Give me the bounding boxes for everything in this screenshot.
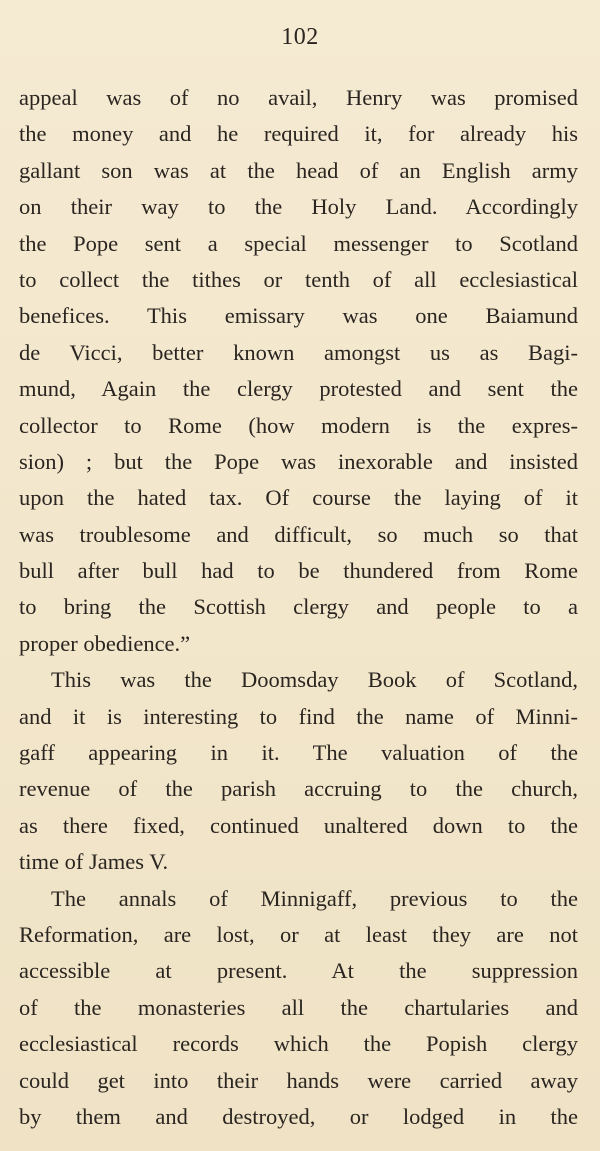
text-line: collector to Rome (how modern is the expres- bbox=[19, 412, 578, 438]
text-line: to collect the tithes or tenth of all ecclesiastical bbox=[19, 266, 578, 292]
text-line-paragraph-start: The annals of Minnigaff, previous to the bbox=[51, 885, 578, 911]
text-line: was troublesome and difficult, so much so that bbox=[19, 521, 578, 547]
text-line: revenue of the parish accruing to the church, bbox=[19, 776, 578, 802]
text-line-paragraph-start: This was the Doomsday Book of Scotland, bbox=[51, 667, 578, 693]
text-line: of the monasteries all the chartularies and bbox=[19, 994, 578, 1020]
text-line: upon the hated tax. Of course the laying of it bbox=[19, 485, 578, 511]
text-line: gaff appearing in it. The valuation of the bbox=[19, 740, 578, 766]
text-line: bull after bull had to be thundered from Rome bbox=[19, 558, 578, 584]
text-line: by them and destroyed, or lodged in the bbox=[19, 1103, 578, 1129]
text-line: and it is interesting to find the name of Minni- bbox=[19, 703, 578, 729]
text-line: could get into their hands were carried away bbox=[19, 1067, 578, 1093]
text-line: sion) ; but the Pope was inexorable and insisted bbox=[19, 448, 578, 474]
body-text bbox=[19, 80, 578, 1135]
text-line: accessible at present. At the suppression bbox=[19, 958, 578, 984]
text-line: de Vicci, better known amongst us as Bagi- bbox=[19, 339, 578, 365]
text-line: the money and he required it, for already his bbox=[19, 121, 578, 147]
text-line-paragraph-end: time of James V. bbox=[19, 849, 169, 875]
text-line: the Pope sent a special messenger to Scotland bbox=[19, 230, 578, 256]
page-number: 102 bbox=[281, 24, 319, 50]
text-line-paragraph-end: proper obedience.” bbox=[19, 630, 191, 656]
text-line: ecclesiastical records which the Popish clergy bbox=[19, 1031, 578, 1057]
text-line: on their way to the Holy Land. Accordingly bbox=[19, 194, 578, 220]
text-line: to bring the Scottish clergy and people to a bbox=[19, 594, 578, 620]
text-line: mund, Again the clergy protested and sent the bbox=[19, 376, 578, 402]
text-line: Reformation, are lost, or at least they are not bbox=[19, 921, 578, 947]
text-line: benefices. This emissary was one Baiamund bbox=[19, 303, 578, 329]
text-line: gallant son was at the head of an English army bbox=[19, 157, 578, 183]
text-line: appeal was of no avail, Henry was promised bbox=[19, 85, 578, 110]
text-line: as there fixed, continued unaltered down to the bbox=[19, 812, 578, 838]
